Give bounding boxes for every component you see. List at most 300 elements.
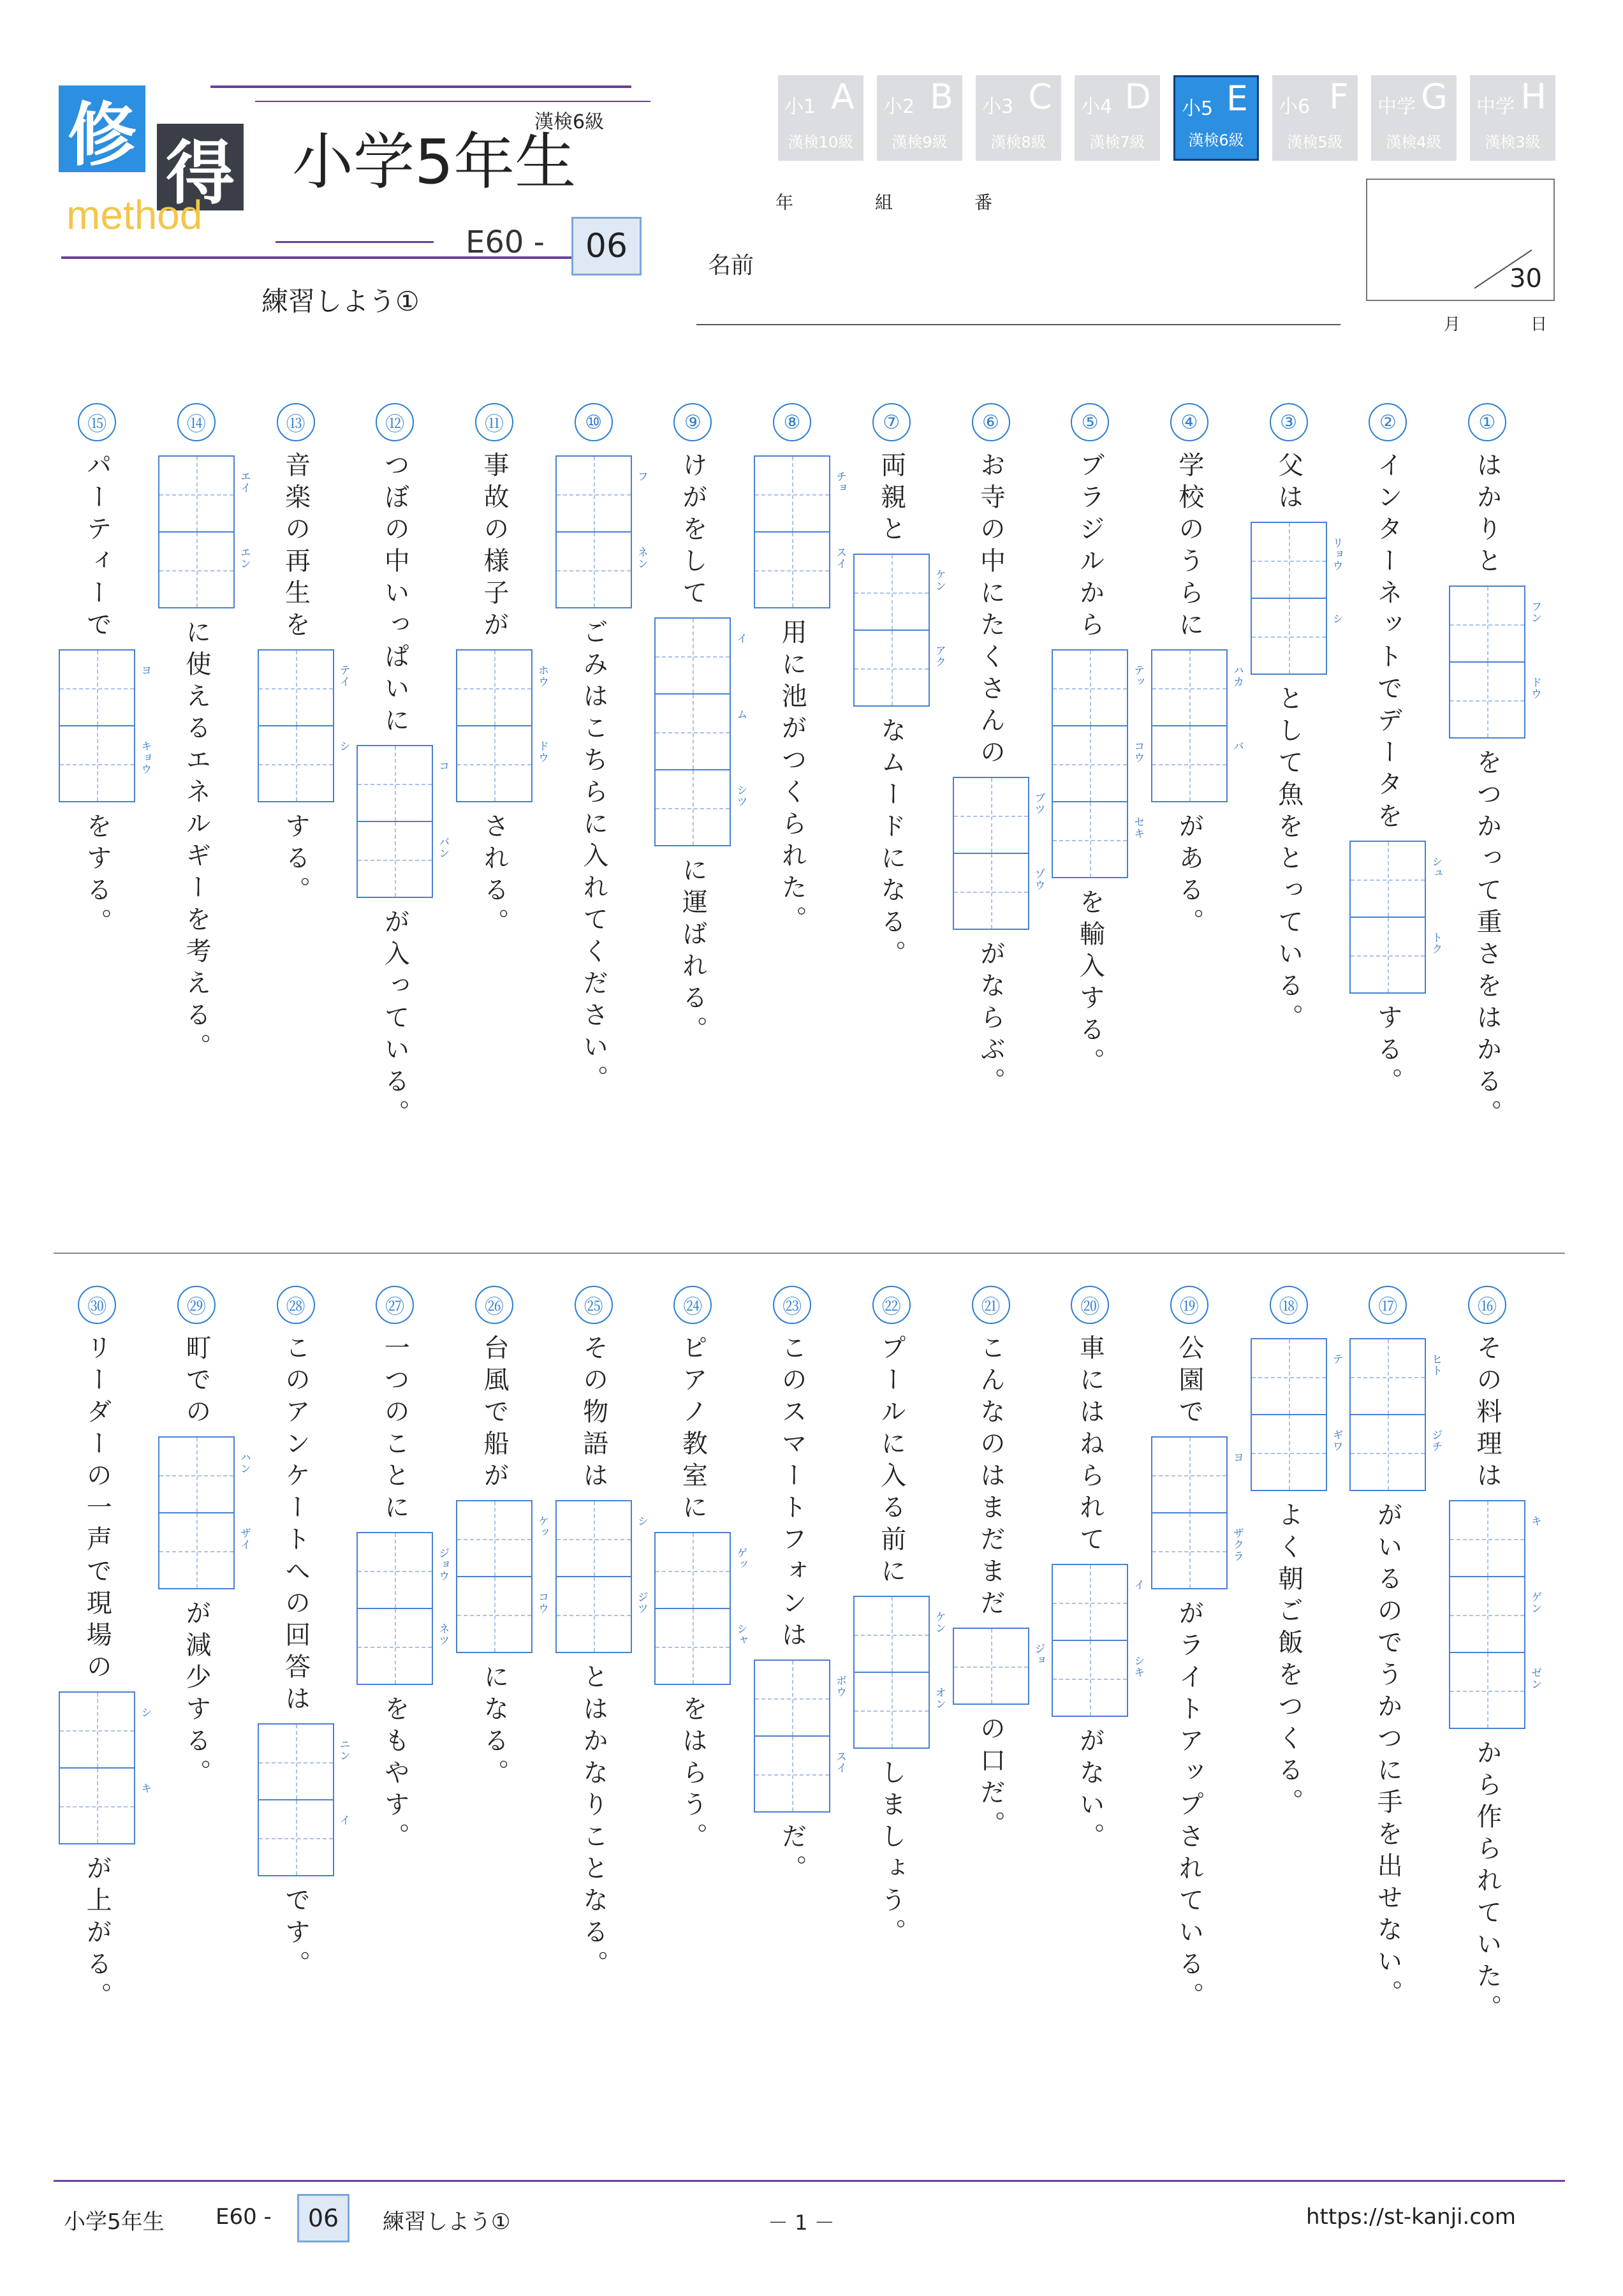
- question-text: ごみはこちらに入れてください。: [578, 619, 608, 1097]
- furigana-hint: コウ: [536, 1591, 548, 1614]
- furigana-hint: フン: [1529, 601, 1541, 624]
- month-label: 月: [1444, 315, 1461, 334]
- grade-tab-level: 漢検7級: [1089, 133, 1145, 151]
- score-box[interactable]: [1366, 179, 1555, 301]
- answer-box[interactable]: [953, 1628, 1045, 1705]
- day-label: 日: [1531, 315, 1548, 334]
- grade-tab-label: 小6: [1279, 96, 1311, 118]
- grade-tab-e[interactable]: [1173, 75, 1259, 161]
- answer-cell[interactable]: [557, 531, 648, 607]
- logo-mark-bottom: 得: [157, 124, 244, 210]
- furigana-hint: ゼン: [1529, 1667, 1541, 1690]
- question-text: 両親と: [876, 452, 906, 547]
- furigana-hint: ハカ: [1230, 665, 1244, 688]
- question-text: が減少する。: [181, 1600, 211, 1791]
- question-number: ⑫: [376, 403, 414, 441]
- answer-box[interactable]: [1449, 585, 1541, 739]
- furigana-hint: イ: [337, 1814, 350, 1826]
- answer-cell[interactable]: [1351, 1414, 1443, 1490]
- question-text: になる。: [480, 1663, 509, 1791]
- section-divider: [54, 1253, 1565, 1254]
- answer-cell[interactable]: [60, 1693, 152, 1767]
- answer-cell[interactable]: [1450, 1652, 1541, 1728]
- question-text: しましょう。: [876, 1759, 906, 1950]
- question-number: ⑲: [1170, 1286, 1208, 1324]
- furigana-hint: キ: [138, 1783, 152, 1794]
- question-text: がある。: [1174, 813, 1204, 940]
- answer-cell[interactable]: [1252, 523, 1343, 598]
- answer-box[interactable]: [1052, 649, 1145, 878]
- furigana-hint: シ: [138, 1707, 152, 1718]
- furigana-hint: ネツ: [436, 1623, 450, 1646]
- furigana-hint: ケン: [932, 569, 946, 592]
- furigana-hint: オン: [932, 1687, 946, 1710]
- answer-box[interactable]: [356, 1532, 450, 1685]
- furigana-hint: ジョウ: [436, 1547, 450, 1582]
- answer-cell[interactable]: [1450, 661, 1541, 737]
- grade-tab-label: 中学: [1377, 96, 1416, 118]
- answer-cell[interactable]: [259, 725, 350, 801]
- question-number: ㉖: [475, 1286, 513, 1324]
- answer-box[interactable]: [158, 455, 251, 608]
- answer-cell[interactable]: [1252, 1414, 1343, 1490]
- furigana-hint: ドウ: [1529, 677, 1541, 700]
- furigana-hint: ニン: [337, 1739, 350, 1762]
- furigana-hint: コウ: [1131, 740, 1145, 763]
- question-text: です。: [281, 1887, 311, 1982]
- grade-tab-letter: G: [1421, 77, 1448, 117]
- furigana-hint: ム: [734, 709, 747, 720]
- question-text: がない。: [1075, 1727, 1105, 1855]
- number-label: 番: [974, 192, 993, 213]
- answer-cell[interactable]: [1450, 1576, 1541, 1652]
- answer-cell[interactable]: [358, 746, 450, 821]
- footer-rule: [54, 2180, 1565, 2182]
- question-text: 車にはねられて: [1075, 1334, 1105, 1557]
- answer-cell[interactable]: [60, 651, 152, 725]
- worksheet-subtitle: 練習しよう①: [261, 286, 420, 317]
- grade-tab-label: 小1: [784, 96, 816, 118]
- grade-tab-level: 漢検8級: [990, 133, 1047, 151]
- question-number: ⑱: [1270, 1286, 1308, 1324]
- answer-cell[interactable]: [457, 1576, 548, 1652]
- furigana-hint: ギワ: [1330, 1429, 1343, 1452]
- answer-cell[interactable]: [557, 1501, 648, 1576]
- answer-box[interactable]: [654, 617, 747, 846]
- question-text: このアンケートへの回答は: [281, 1334, 311, 1717]
- header-rule-bottom: [61, 256, 635, 259]
- furigana-hint: ゲッ: [734, 1547, 747, 1570]
- grade-tab-a[interactable]: [778, 75, 863, 161]
- answer-cell[interactable]: [159, 457, 251, 531]
- class-label: 組: [875, 192, 893, 213]
- answer-cell[interactable]: [1053, 1565, 1145, 1640]
- furigana-hint: キョウ: [138, 740, 152, 775]
- furigana-hint: シ: [1330, 613, 1343, 624]
- question-text: から作られていた。: [1472, 1739, 1502, 2026]
- question-text: に運ばれる。: [678, 857, 708, 1048]
- answer-cell[interactable]: [259, 1799, 350, 1875]
- answer-cell[interactable]: [159, 1512, 251, 1588]
- furigana-hint: シツ: [734, 784, 747, 807]
- grade-tab-letter: F: [1328, 77, 1349, 117]
- furigana-hint: スイ: [834, 547, 847, 570]
- answer-box[interactable]: [555, 1500, 648, 1653]
- question-number: ㉕: [575, 1286, 613, 1324]
- furigana-hint: シキ: [1131, 1655, 1145, 1678]
- furigana-hint: イ: [1131, 1579, 1145, 1591]
- question-text: けがをして: [678, 452, 708, 611]
- answer-cell[interactable]: [1152, 651, 1244, 725]
- grade-tab-letter: E: [1226, 78, 1248, 119]
- furigana-hint: コ: [436, 760, 450, 772]
- question-text: 公園で: [1174, 1334, 1204, 1430]
- question-text: をもやす。: [380, 1695, 410, 1855]
- furigana-hint: ゲン: [1529, 1591, 1541, 1614]
- answer-box[interactable]: [853, 554, 946, 707]
- question-number: ③: [1270, 403, 1308, 441]
- question-number: ⑧: [773, 403, 811, 441]
- question-text: として魚をとっている。: [1274, 685, 1304, 1036]
- answer-cell[interactable]: [1351, 842, 1443, 916]
- furigana-hint: キ: [1529, 1515, 1541, 1527]
- answer-cell[interactable]: [656, 1533, 747, 1608]
- answer-box[interactable]: [1251, 1338, 1343, 1491]
- answer-cell[interactable]: [60, 725, 152, 801]
- furigana-hint: エイ: [237, 471, 251, 494]
- grade-tab-letter: C: [1028, 77, 1052, 117]
- answer-cell[interactable]: [358, 1533, 450, 1608]
- grade-tab-letter: B: [929, 77, 953, 117]
- answer-cell[interactable]: [1053, 1640, 1145, 1716]
- answer-cell[interactable]: [954, 853, 1045, 929]
- answer-cell[interactable]: [1053, 725, 1145, 801]
- question-text: お寺の中にたくさんの: [976, 452, 1006, 770]
- answer-cell[interactable]: [855, 1672, 946, 1748]
- question-text: ピアノ教室に: [678, 1334, 708, 1526]
- question-text: する。: [1373, 1004, 1403, 1100]
- logo-mark-top: 修: [59, 85, 145, 172]
- question-text: 音楽の再生を: [281, 452, 311, 643]
- question-text: に使えるエネルギーを考える。: [181, 619, 211, 1065]
- answer-box[interactable]: [356, 745, 450, 898]
- answer-box[interactable]: [1151, 649, 1244, 802]
- answer-box[interactable]: [59, 649, 152, 802]
- answer-box[interactable]: [456, 1500, 548, 1653]
- answer-cell[interactable]: [755, 1661, 847, 1735]
- question-text: 台風で船が: [480, 1334, 509, 1494]
- answer-cell[interactable]: [358, 821, 450, 897]
- answer-box[interactable]: [754, 455, 847, 608]
- answer-box[interactable]: [158, 1436, 251, 1589]
- furigana-hint: シ: [635, 1515, 648, 1527]
- site-url-link[interactable]: https://st-kanji.com: [1306, 2204, 1516, 2230]
- question-number: ①: [1468, 403, 1506, 441]
- furigana-hint: アク: [932, 645, 946, 668]
- furigana-hint: セキ: [1131, 816, 1145, 839]
- answer-box[interactable]: [59, 1691, 152, 1844]
- question-number: ⑪: [475, 403, 513, 441]
- name-underline[interactable]: [696, 324, 1340, 325]
- furigana-hint: テッ: [1131, 665, 1145, 688]
- question-text: 一つのことに: [380, 1334, 410, 1526]
- answer-box[interactable]: [1349, 841, 1443, 994]
- header-rule-mid: [275, 241, 434, 243]
- answer-cell[interactable]: [755, 1735, 847, 1811]
- footer-code-prefix: E60 -: [216, 2204, 272, 2230]
- question-number: ⑨: [673, 403, 712, 441]
- furigana-hint: テイ: [337, 665, 350, 688]
- logo-subtext: method: [66, 192, 203, 238]
- furigana-hint: イ: [734, 633, 747, 644]
- question-text: がライトアップされている。: [1174, 1600, 1204, 2014]
- question-number: ㉒: [872, 1286, 911, 1324]
- answer-box[interactable]: [1349, 1338, 1443, 1491]
- footer-grade-title: 小学5年生: [64, 2209, 165, 2235]
- question-text: なムードになる。: [876, 717, 906, 972]
- answer-cell[interactable]: [855, 629, 946, 705]
- answer-cell[interactable]: [1152, 725, 1244, 801]
- page-number: － 1 －: [768, 2211, 835, 2235]
- furigana-hint: ケン: [932, 1611, 946, 1634]
- question-number: ④: [1170, 403, 1208, 441]
- question-text: がいるのでうかつに手を出せない。: [1373, 1501, 1403, 2012]
- furigana-hint: チョ: [834, 471, 847, 494]
- answer-cell[interactable]: [457, 651, 548, 725]
- grade-tab-label: 小4: [1081, 96, 1113, 118]
- answer-cell[interactable]: [457, 1501, 548, 1576]
- question-text: とはかなりことなる。: [578, 1663, 608, 1982]
- question-number: ㉘: [277, 1286, 315, 1324]
- furigana-hint: ジョ: [1032, 1643, 1045, 1666]
- furigana-hint: ケッ: [536, 1515, 548, 1538]
- question-text: パーティーで: [82, 452, 112, 643]
- grade-title: 小学5年生: [292, 126, 576, 198]
- grade-tab-level: 漢検10級: [788, 133, 854, 151]
- question-text: だ。: [777, 1823, 807, 1887]
- answer-cell[interactable]: [954, 778, 1045, 853]
- answer-cell[interactable]: [358, 1608, 450, 1684]
- furigana-hint: シャ: [734, 1623, 747, 1646]
- answer-cell[interactable]: [656, 769, 747, 845]
- answer-cell[interactable]: [1450, 587, 1541, 661]
- question-text: プールに入る前に: [876, 1334, 906, 1589]
- answer-cell[interactable]: [1351, 916, 1443, 992]
- furigana-hint: ヒト: [1429, 1353, 1443, 1376]
- grade-tab-f[interactable]: [1272, 75, 1358, 161]
- question-number: ⑯: [1468, 1286, 1506, 1324]
- question-text: が上がる。: [82, 1855, 112, 2014]
- question-text: 父は: [1274, 452, 1304, 515]
- furigana-hint: フ: [635, 471, 648, 482]
- grade-tab-h[interactable]: [1470, 75, 1555, 161]
- question-text: インターネットでデータを: [1373, 452, 1403, 834]
- furigana-hint: ヨ: [138, 665, 152, 676]
- grade-tab-c[interactable]: [976, 75, 1061, 161]
- answer-box[interactable]: [555, 455, 648, 608]
- grade-tab-level: 漢検9級: [892, 133, 948, 151]
- question-text: をつかって重さをはかる。: [1472, 749, 1502, 1131]
- answer-cell[interactable]: [656, 693, 747, 769]
- answer-cell[interactable]: [1152, 1512, 1244, 1588]
- answer-cell[interactable]: [656, 1608, 747, 1684]
- answer-box[interactable]: [258, 1723, 350, 1876]
- question-text: その物語は: [578, 1334, 608, 1494]
- answer-box[interactable]: [258, 649, 350, 802]
- question-text: 用に池がつくられた。: [777, 619, 807, 938]
- answer-cell[interactable]: [1152, 1438, 1244, 1512]
- answer-cell[interactable]: [159, 1438, 251, 1512]
- grade-tab-level: 漢検5級: [1287, 133, 1343, 151]
- answer-cell[interactable]: [755, 531, 847, 607]
- question-text: 学校のうらに: [1174, 452, 1204, 643]
- question-text: 事故の様子が: [480, 452, 509, 643]
- name-label: 名前: [708, 253, 754, 279]
- furigana-hint: エン: [237, 547, 251, 570]
- question-number: ⑰: [1369, 1286, 1407, 1324]
- question-number: ㉚: [78, 1286, 116, 1324]
- answer-box[interactable]: [654, 1532, 747, 1685]
- furigana-hint: ドウ: [536, 740, 548, 763]
- grade-tab-d[interactable]: [1075, 75, 1160, 161]
- question-number: ⑤: [1071, 403, 1109, 441]
- grade-tab-letter: A: [831, 77, 855, 117]
- question-text: 町での: [181, 1334, 211, 1430]
- question-text: リーダーの一声で現場の: [82, 1334, 112, 1685]
- answer-cell[interactable]: [60, 1767, 152, 1843]
- question-text: つぼの中いっぱいに: [380, 452, 410, 739]
- question-text: こんなのはまだまだ: [976, 1334, 1006, 1621]
- question-text: その料理は: [1472, 1334, 1502, 1494]
- furigana-hint: ゾウ: [1032, 868, 1045, 891]
- grade-tab-b[interactable]: [877, 75, 962, 161]
- grade-tab-label: 小5: [1182, 98, 1214, 120]
- question-text: をはらう。: [678, 1695, 708, 1855]
- answer-box[interactable]: [1251, 522, 1343, 675]
- score-total: 30: [1509, 264, 1542, 293]
- furigana-hint: シュ: [1429, 856, 1443, 879]
- answer-cell[interactable]: [656, 619, 747, 693]
- answer-box[interactable]: [754, 1659, 847, 1813]
- answer-cell[interactable]: [954, 1629, 1045, 1704]
- furigana-hint: ヨ: [1230, 1452, 1244, 1463]
- furigana-hint: テ: [1330, 1353, 1343, 1365]
- grade-tab-level: 漢検4級: [1386, 133, 1442, 151]
- furigana-hint: ザクラ: [1230, 1527, 1244, 1562]
- answer-cell[interactable]: [755, 457, 847, 531]
- furigana-hint: バン: [436, 836, 450, 859]
- question-number: ⑥: [972, 403, 1010, 441]
- question-text: ブラジルから: [1075, 452, 1105, 643]
- worksheet-code-prefix: E60 -: [466, 224, 545, 260]
- year-label: 年: [775, 192, 794, 213]
- furigana-hint: ブツ: [1032, 792, 1045, 815]
- footer-subtitle: 練習しよう①: [383, 2209, 511, 2235]
- answer-box[interactable]: [853, 1596, 946, 1749]
- question-text: はかりと: [1472, 452, 1502, 579]
- furigana-hint: ボウ: [834, 1675, 847, 1698]
- furigana-hint: ザイ: [237, 1527, 251, 1550]
- grade-tab-label: 小3: [982, 96, 1014, 118]
- question-text: される。: [480, 813, 509, 940]
- question-text: する。: [281, 813, 311, 908]
- kanken-level-label: 漢検6級: [534, 111, 605, 133]
- answer-box[interactable]: [1449, 1500, 1541, 1729]
- grade-tab-letter: D: [1124, 77, 1151, 117]
- answer-cell[interactable]: [1351, 1339, 1443, 1414]
- question-number: ㉑: [972, 1286, 1010, 1324]
- question-number: ⑬: [277, 403, 315, 441]
- question-number: ⑩: [575, 403, 613, 441]
- answer-cell[interactable]: [1450, 1501, 1541, 1576]
- answer-cell[interactable]: [259, 651, 350, 725]
- furigana-hint: ホウ: [536, 665, 548, 688]
- question-number: ㉙: [177, 1286, 216, 1324]
- question-number: ㉔: [673, 1286, 712, 1324]
- furigana-hint: ジチ: [1429, 1429, 1443, 1452]
- question-text: がならぶ。: [976, 940, 1006, 1100]
- furigana-hint: ネン: [635, 547, 648, 570]
- question-number: ⑳: [1071, 1286, 1109, 1324]
- question-text: よく朝ご飯をつくる。: [1274, 1501, 1304, 1820]
- footer-code-number: 06: [297, 2194, 349, 2242]
- question-number: ②: [1369, 403, 1407, 441]
- grade-tab-level: 漢検6級: [1188, 131, 1244, 149]
- answer-box[interactable]: [953, 777, 1045, 930]
- header-rule-top: [210, 85, 631, 88]
- furigana-hint: リョウ: [1330, 537, 1343, 571]
- furigana-hint: トク: [1429, 932, 1443, 955]
- question-number: ⑦: [872, 403, 911, 441]
- answer-cell[interactable]: [557, 1576, 648, 1652]
- question-number: ⑮: [78, 403, 116, 441]
- furigana-hint: スイ: [834, 1751, 847, 1774]
- answer-cell[interactable]: [855, 555, 946, 629]
- question-text: をする。: [82, 813, 112, 940]
- answer-cell[interactable]: [457, 725, 548, 801]
- grade-tab-g[interactable]: [1371, 75, 1457, 161]
- furigana-hint: ハン: [237, 1452, 251, 1475]
- answer-cell[interactable]: [1252, 1339, 1343, 1414]
- worksheet-code-number: 06: [571, 217, 642, 276]
- furigana-hint: バ: [1230, 740, 1244, 752]
- grade-tab-label: 中学: [1476, 96, 1515, 118]
- answer-cell[interactable]: [1053, 651, 1145, 725]
- furigana-hint: シ: [337, 740, 350, 752]
- answer-cell[interactable]: [1252, 598, 1343, 673]
- answer-cell[interactable]: [855, 1597, 946, 1672]
- grade-tab-letter: H: [1520, 77, 1546, 117]
- question-number: ㉓: [773, 1286, 811, 1324]
- answer-cell[interactable]: [259, 1725, 350, 1799]
- question-text: を輸入する。: [1075, 888, 1105, 1080]
- answer-cell[interactable]: [1053, 801, 1145, 877]
- grade-tab-label: 小2: [883, 96, 915, 118]
- header-rule-top-thin: [255, 101, 650, 102]
- question-text: このスマートフォンは: [777, 1334, 807, 1653]
- furigana-hint: ジツ: [635, 1591, 648, 1614]
- question-text: の口だ。: [976, 1715, 1006, 1843]
- answer-box[interactable]: [1052, 1564, 1145, 1717]
- question-text: が入っている。: [380, 908, 410, 1131]
- grade-tab-level: 漢検3級: [1485, 133, 1541, 151]
- question-number: ㉗: [376, 1286, 414, 1324]
- question-number: ⑭: [177, 403, 216, 441]
- answer-box[interactable]: [456, 649, 548, 802]
- answer-cell[interactable]: [557, 457, 648, 531]
- answer-box[interactable]: [1151, 1436, 1244, 1589]
- answer-cell[interactable]: [159, 531, 251, 607]
